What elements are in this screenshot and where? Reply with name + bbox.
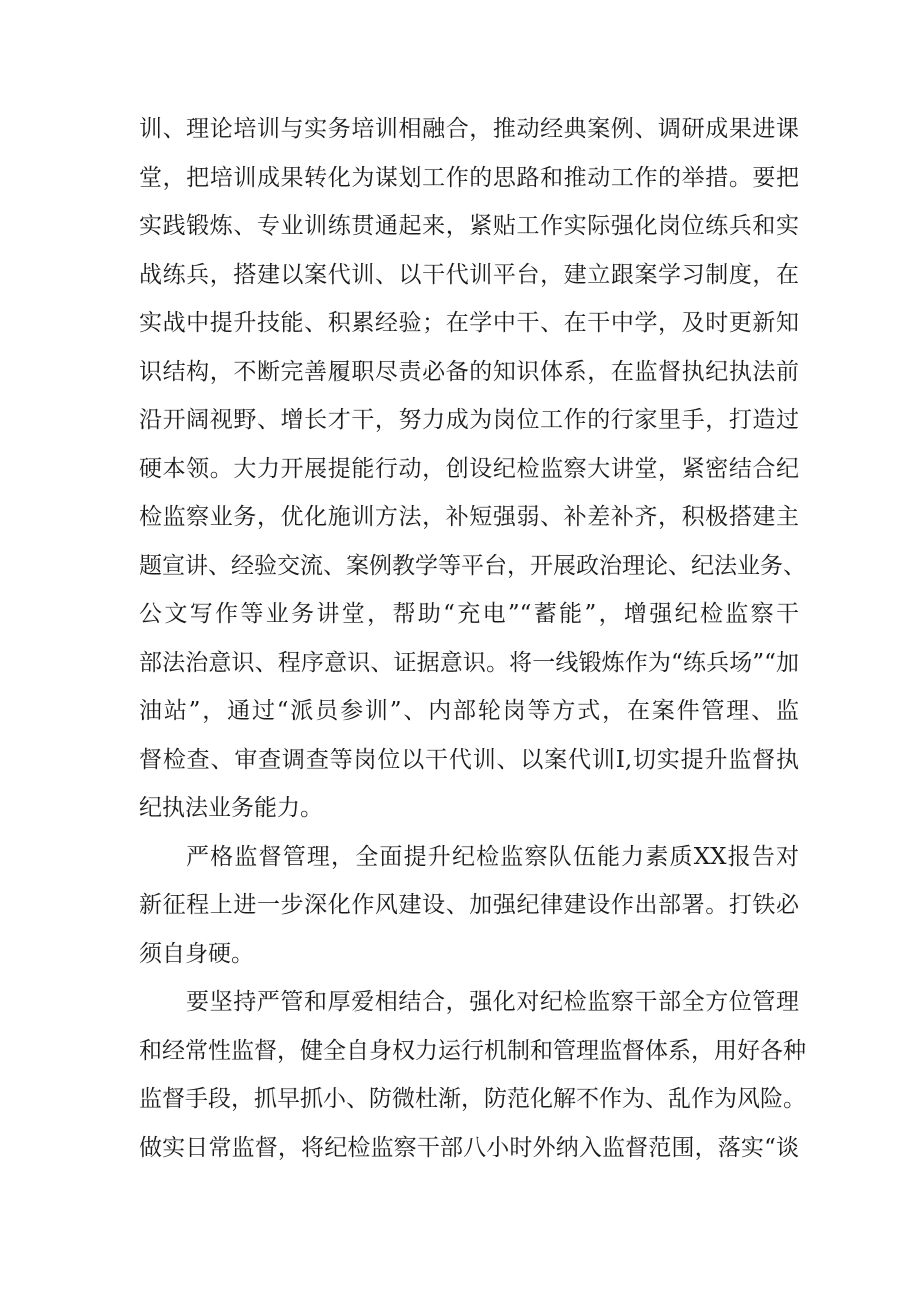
text-line: 纪执法业务能力。 xyxy=(139,795,323,821)
text-line: 严格监督管理，全面提升纪检监察队伍能力素质XX报告对 xyxy=(186,844,799,870)
text-line: 须自身硬。 xyxy=(139,941,254,967)
text-line: 要坚持严管和厚爱相结合，强化对纪检监察干部全方位管理 xyxy=(186,989,799,1015)
text-line: 公文写作等业务讲堂，帮助“充电”“蓄能”，增强纪检监察干 xyxy=(139,601,799,627)
text-line: 沿开阔视野、增长才干，努力成为岗位工作的行家里手，打造过 xyxy=(139,407,799,433)
text-line: 督检查、审查调查等岗位以干代训、以案代训I,切实提升监督执 xyxy=(139,747,799,773)
text-line: 硬本领。大力开展提能行动，创设纪检监察大讲堂，紧密结合纪 xyxy=(139,456,799,482)
text-line: 新征程上进一步深化作风建设、加强纪律建设作出部署。打铁必 xyxy=(139,892,799,918)
text-line: 实践锻炼、专业训练贯通起来，紧贴工作实际强化岗位练兵和实 xyxy=(139,213,799,239)
text-line: 监督手段，抓早抓小、防微杜渐，防范化解不作为、乱作为风险。 xyxy=(139,1086,806,1112)
text-line: 油站”，通过“派员参训”、内部轮岗等方式，在案件管理、监 xyxy=(139,698,799,724)
text-line: 实战中提升技能、积累经验；在学中干、在干中学，及时更新知 xyxy=(139,310,799,336)
text-line: 和经常性监督，健全自身权力运行机制和管理监督体系，用好各种 xyxy=(139,1038,806,1064)
text-line: 检监察业务，优化施训方法，补短强弱、补差补齐，积极搭建主 xyxy=(139,504,799,530)
text-line: 堂，把培训成果转化为谋划工作的思路和推动工作的举措。要把 xyxy=(139,165,799,191)
text-line: 训、理论培训与实务培训相融合，推动经典案例、调研成果进课 xyxy=(139,116,799,142)
text-line: 做实日常监督，将纪检监察干部八小时外纳入监督范围，落实“谈 xyxy=(139,1135,799,1161)
text-line: 战练兵，搭建以案代训、以干代训平台，建立跟案学习制度，在 xyxy=(139,262,799,288)
text-line: 部法治意识、程序意识、证据意识。将一线锻炼作为“练兵场”“加 xyxy=(139,650,799,676)
text-line: 识结构，不断完善履职尽责必备的知识体系，在监督执纪执法前 xyxy=(139,359,799,385)
text-line: 题宣讲、经验交流、案例教学等平台，开展政治理论、纪法业务、 xyxy=(139,553,806,579)
